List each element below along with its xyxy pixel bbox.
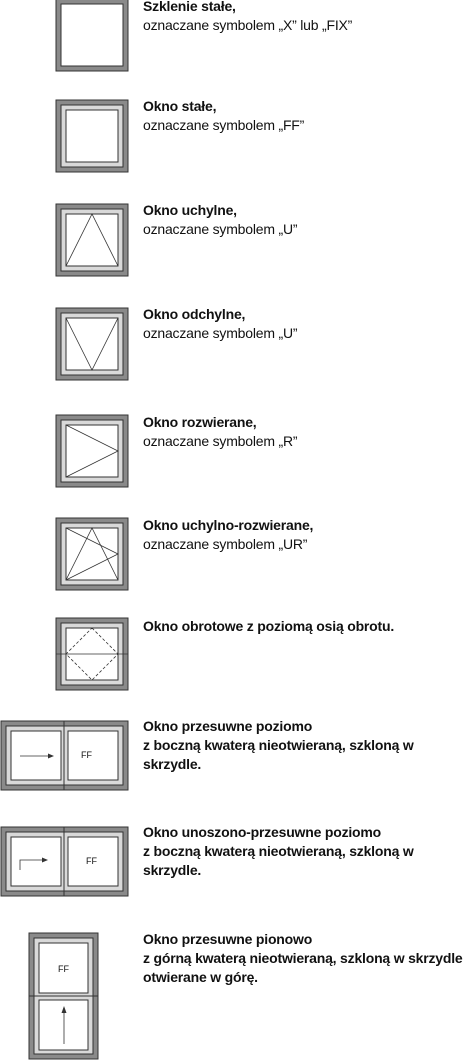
legend-title: Okno przesuwne pionowo [143,931,313,947]
legend-desc: oznaczane symbolem „U” [143,325,298,341]
legend-title: Okno odchylne, [143,306,246,322]
legend-desc: oznaczane symbolem „R” [143,433,298,449]
tilt-window-icon [55,203,130,278]
fixed-window-icon [55,99,130,174]
legend-title: Szklenie stałe, [143,0,236,14]
tilt-turn-window-icon [55,517,130,592]
legend-title: Okno unoszono-przesuwne poziomo [143,824,382,840]
legend-desc-continued: otwierane w górę. [143,969,258,985]
vertical-slide-window-icon [28,932,100,1060]
legend-desc: oznaczane symbolem „UR” [143,536,308,552]
legend-title: Okno rozwierane, [143,414,257,430]
bottom-hung-window-icon [55,307,130,382]
legend-desc: oznaczane symbolem „FF” [143,117,305,133]
legend-title: Okno uchylno-rozwierane, [143,517,314,533]
legend-desc: z boczną kwaterą nieotwieraną, szkloną w skrzydle. [143,737,414,772]
fixed-glazing-icon [55,0,130,74]
legend-title: Okno uchylne, [143,202,237,218]
legend-desc: z boczną kwaterą nieotwieraną, szkloną w skrzydle. [143,843,414,878]
legend-desc: z górną kwaterą nieotwieraną, szkloną w skrzydle [143,950,463,966]
legend-desc: oznaczane symbolem „U” [143,221,298,237]
ff-label: FF [58,964,69,974]
ff-label: FF [81,750,92,760]
legend-title: Okno stałe, [143,98,217,114]
legend-desc: oznaczane symbolem „X” lub „FIX” [143,17,353,33]
side-hung-window-icon [55,414,130,489]
horizontal-slide-window-icon [0,720,130,792]
legend-title: Okno obrotowe z poziomą osią obrotu. [143,618,395,634]
lift-slide-window-icon [0,826,130,898]
ff-label: FF [86,856,97,866]
legend-title: Okno przesuwne poziomo [143,718,313,734]
pivot-window-icon [55,617,130,692]
